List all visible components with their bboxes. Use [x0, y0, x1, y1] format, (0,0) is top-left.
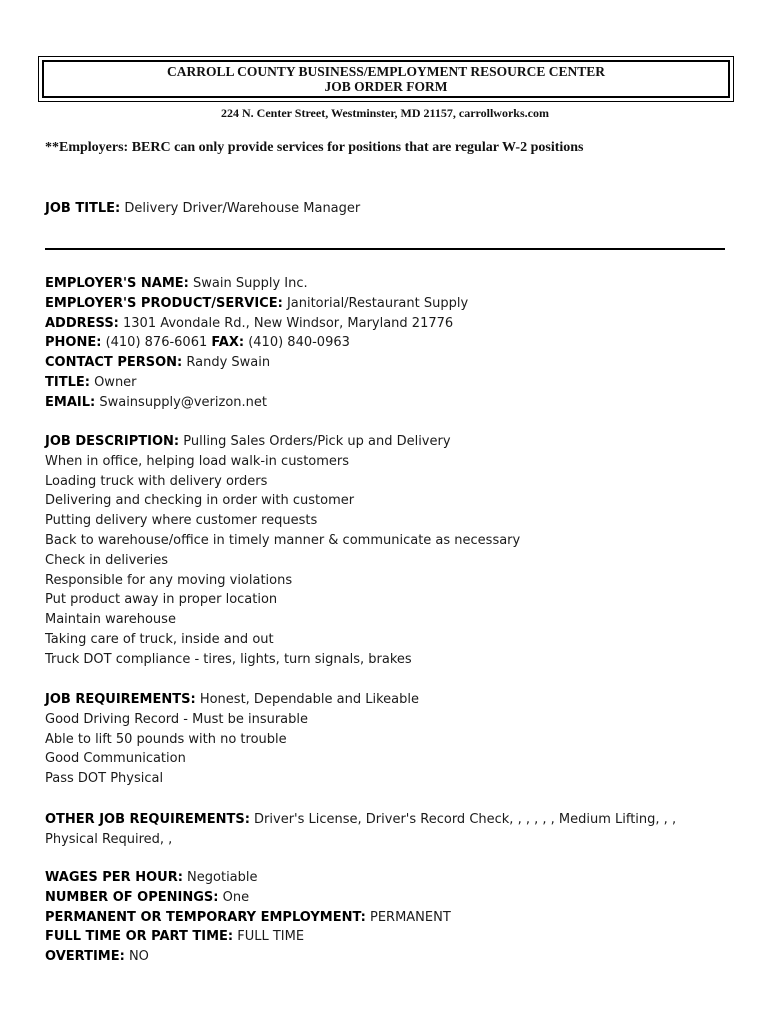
email-value: Swainsupply@verizon.net — [99, 394, 267, 410]
job-description-line: When in office, helping load walk-in customers — [45, 453, 350, 469]
openings-value: One — [222, 889, 250, 905]
organization-address: 224 N. Center Street, Westminster, MD 21157, carrollworks.com — [221, 106, 549, 120]
job-description-line: Delivering and checking in order with customer — [45, 493, 355, 509]
section-divider — [45, 248, 725, 250]
job-requirements-label: JOB REQUIREMENTS: — [45, 692, 196, 707]
form-header-inner — [42, 60, 730, 98]
job-description-line: Put product away in proper location — [45, 592, 278, 608]
job-description-row — [45, 432, 745, 452]
fax-label: FAX: — [211, 335, 245, 351]
contact-value: Randy Swain — [186, 355, 271, 371]
overtime-label: OVERTIME: — [45, 949, 125, 965]
phone-fax-row — [45, 333, 745, 353]
employment-terms-section — [45, 868, 745, 967]
job-requirements-section — [45, 690, 745, 789]
job-description-line: Responsible for any moving violations — [45, 572, 293, 588]
job-requirement-line: Able to lift 50 pounds with no trouble — [45, 731, 287, 747]
job-description-section — [45, 432, 745, 670]
fax-value: (410) 840-0963 — [248, 335, 350, 351]
overtime-row — [45, 947, 745, 967]
job-description-line: Loading truck with delivery orders — [45, 473, 268, 489]
other-requirements-label: OTHER JOB REQUIREMENTS: — [45, 812, 250, 827]
fulltime-value: FULL TIME — [237, 929, 305, 945]
job-requirements-row — [45, 690, 745, 710]
employer-product-value: Janitorial/Restaurant Supply — [286, 295, 469, 311]
email-label: EMAIL: — [45, 394, 96, 410]
other-requirements-row — [45, 810, 715, 850]
wages-label: WAGES PER HOUR: — [45, 870, 183, 885]
contact-title-label: TITLE: — [45, 374, 90, 390]
form-header-box — [38, 56, 734, 102]
address-value: 1301 Avondale Rd., New Windsor, Maryland 21776 — [123, 315, 454, 331]
contact-title-row — [45, 373, 745, 393]
employer-name-label: EMPLOYER'S NAME: — [45, 276, 189, 291]
employer-product-row — [45, 294, 745, 314]
job-description-first: Pulling Sales Orders/Pick up and Delivery — [183, 434, 451, 449]
form-title: JOB ORDER FORM — [324, 79, 448, 94]
employer-notice: **Employers: BERC can only provide services for positions that are regular W-2 positions — [45, 140, 584, 155]
employer-name-row — [45, 274, 745, 294]
job-description-line: Check in deliveries — [45, 552, 168, 568]
job-description-label: JOB DESCRIPTION: — [45, 434, 180, 449]
overtime-value: NO — [128, 949, 149, 965]
job-description-line: Back to warehouse/office in timely manner & communicate as necessary — [45, 532, 521, 548]
fulltime-row — [45, 927, 745, 947]
job-requirement-line: Pass DOT Physical — [45, 771, 164, 787]
job-description-line: Taking care of truck, inside and out — [45, 631, 274, 647]
email-row — [45, 393, 745, 413]
job-title-row — [45, 199, 745, 219]
contact-title-value: Owner — [94, 374, 137, 390]
permanent-value: PERMANENT — [369, 909, 451, 925]
permanent-row — [45, 908, 745, 928]
job-requirements-first: Honest, Dependable and Likeable — [199, 692, 419, 707]
openings-label: NUMBER OF OPENINGS: — [45, 889, 219, 905]
organization-title: CARROLL COUNTY BUSINESS/EMPLOYMENT RESOURCE CENTER — [166, 64, 606, 79]
job-description-line: Truck DOT compliance - tires, lights, turn signals, brakes — [45, 651, 412, 667]
address-row — [45, 314, 745, 334]
job-description-line: Putting delivery where customer requests — [45, 513, 318, 529]
contact-label: CONTACT PERSON: — [45, 355, 183, 371]
job-description-line: Maintain warehouse — [45, 612, 176, 628]
employer-product-label: EMPLOYER'S PRODUCT/SERVICE: — [45, 295, 283, 311]
job-requirement-line: Good Communication — [45, 751, 186, 767]
employer-section — [45, 274, 745, 413]
address-label: ADDRESS: — [45, 315, 119, 331]
other-requirements-value: Driver's License, Driver's Record Check, , , , , , Medium Lifting, , , Physical Required, , — [45, 812, 677, 847]
employer-name-value: Swain Supply Inc. — [193, 276, 308, 291]
fulltime-label: FULL TIME OR PART TIME: — [45, 929, 234, 945]
phone-label: PHONE: — [45, 335, 102, 351]
openings-row — [45, 888, 745, 908]
phone-value: (410) 876-6061 — [105, 335, 208, 351]
wages-row — [45, 868, 745, 888]
wages-value: Negotiable — [187, 870, 258, 885]
job-requirement-line: Good Driving Record - Must be insurable — [45, 711, 309, 727]
permanent-label: PERMANENT OR TEMPORARY EMPLOYMENT: — [45, 909, 366, 925]
job-title-value: Delivery Driver/Warehouse Manager — [124, 201, 361, 216]
job-title-label: JOB TITLE: — [45, 201, 121, 216]
contact-row — [45, 353, 745, 373]
